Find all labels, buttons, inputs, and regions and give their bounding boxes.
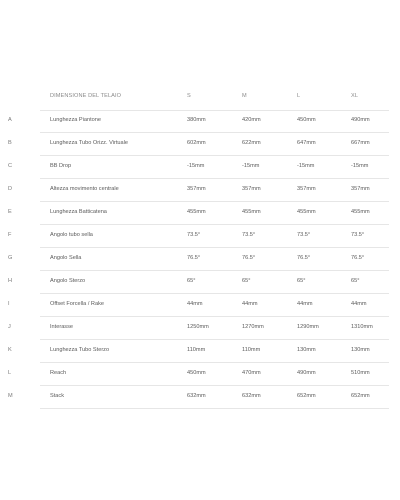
value-m: 44mm bbox=[242, 301, 258, 307]
value-s: 450mm bbox=[187, 370, 206, 376]
row-label: Offset Forcella / Rake bbox=[50, 301, 104, 307]
value-xl: 44mm bbox=[351, 301, 367, 307]
table-row bbox=[0, 274, 400, 288]
row-letter: A bbox=[8, 117, 12, 123]
value-m: 622mm bbox=[242, 140, 261, 146]
value-xl: -15mm bbox=[351, 163, 369, 169]
row-label: Lunghezza Tubo Sterzo bbox=[50, 347, 110, 353]
value-l: 130mm bbox=[297, 347, 316, 353]
row-letter: J bbox=[8, 324, 11, 330]
value-s: 65° bbox=[187, 278, 196, 284]
row-letter: H bbox=[8, 278, 13, 284]
value-m: 1270mm bbox=[242, 324, 264, 330]
value-l: 65° bbox=[297, 278, 306, 284]
row-divider bbox=[40, 155, 389, 156]
value-m: 76.5° bbox=[242, 255, 256, 261]
value-l: 652mm bbox=[297, 393, 316, 399]
row-divider bbox=[40, 316, 389, 317]
value-s: 357mm bbox=[187, 186, 206, 192]
value-s: 632mm bbox=[187, 393, 206, 399]
row-divider bbox=[40, 293, 389, 294]
table-row bbox=[0, 297, 400, 311]
row-letter: M bbox=[8, 393, 13, 399]
row-label: Stack bbox=[50, 393, 64, 399]
header-size-s: S bbox=[187, 93, 191, 99]
row-letter: E bbox=[8, 209, 12, 215]
value-xl: 73.5° bbox=[351, 232, 365, 238]
value-s: 110mm bbox=[187, 347, 206, 353]
row-divider bbox=[40, 408, 389, 409]
value-l: 1290mm bbox=[297, 324, 319, 330]
row-letter: G bbox=[8, 255, 13, 261]
header-size-m: M bbox=[242, 93, 247, 99]
table-row bbox=[0, 320, 400, 334]
value-l: 73.5° bbox=[297, 232, 311, 238]
value-s: 1250mm bbox=[187, 324, 209, 330]
value-s: 380mm bbox=[187, 117, 206, 123]
table-row bbox=[0, 343, 400, 357]
value-l: -15mm bbox=[297, 163, 315, 169]
table-row bbox=[0, 136, 400, 150]
row-label: Interasse bbox=[50, 324, 74, 330]
row-label: Angolo Sella bbox=[50, 255, 82, 261]
table-row bbox=[0, 251, 400, 265]
value-xl: 357mm bbox=[351, 186, 370, 192]
value-m: 420mm bbox=[242, 117, 261, 123]
header-size-l: L bbox=[297, 93, 301, 99]
value-xl: 130mm bbox=[351, 347, 370, 353]
row-divider bbox=[40, 339, 389, 340]
row-divider bbox=[40, 132, 389, 133]
row-letter: C bbox=[8, 163, 13, 169]
table-header-row bbox=[0, 89, 400, 103]
value-l: 455mm bbox=[297, 209, 316, 215]
header-size-xl: XL bbox=[351, 93, 359, 99]
value-s: 73.5° bbox=[187, 232, 201, 238]
table-row bbox=[0, 366, 400, 380]
value-m: 73.5° bbox=[242, 232, 256, 238]
value-m: 110mm bbox=[242, 347, 261, 353]
row-label: Lunghezza Tubo Orizz. Virtuale bbox=[50, 140, 128, 146]
row-letter: B bbox=[8, 140, 12, 146]
row-divider bbox=[40, 224, 389, 225]
row-divider bbox=[40, 270, 389, 271]
row-label: Altezza movimento centrale bbox=[50, 186, 119, 192]
table-row bbox=[0, 159, 400, 173]
value-m: 65° bbox=[242, 278, 251, 284]
value-l: 357mm bbox=[297, 186, 316, 192]
value-s: 44mm bbox=[187, 301, 203, 307]
table-row bbox=[0, 113, 400, 127]
value-m: 470mm bbox=[242, 370, 261, 376]
row-letter: F bbox=[8, 232, 12, 238]
value-xl: 65° bbox=[351, 278, 360, 284]
row-divider bbox=[40, 385, 389, 386]
value-s: 455mm bbox=[187, 209, 206, 215]
value-xl: 667mm bbox=[351, 140, 370, 146]
value-s: -15mm bbox=[187, 163, 205, 169]
table-row bbox=[0, 205, 400, 219]
row-label: Lunghezza Piantone bbox=[50, 117, 102, 123]
row-letter: D bbox=[8, 186, 13, 192]
table-row bbox=[0, 182, 400, 196]
value-xl: 510mm bbox=[351, 370, 370, 376]
row-label: Angolo tubo sella bbox=[50, 232, 93, 238]
value-l: 490mm bbox=[297, 370, 316, 376]
value-xl: 455mm bbox=[351, 209, 370, 215]
value-m: 455mm bbox=[242, 209, 261, 215]
row-letter: I bbox=[8, 301, 10, 307]
table-row bbox=[0, 228, 400, 242]
row-letter: L bbox=[8, 370, 12, 376]
value-m: 357mm bbox=[242, 186, 261, 192]
value-xl: 76.5° bbox=[351, 255, 365, 261]
table-row bbox=[0, 389, 400, 403]
value-s: 76.5° bbox=[187, 255, 201, 261]
value-l: 44mm bbox=[297, 301, 313, 307]
row-label: BB Drop bbox=[50, 163, 72, 169]
header-frame-dimension: DIMENSIONE DEL TELAIO bbox=[50, 93, 122, 99]
value-xl: 652mm bbox=[351, 393, 370, 399]
row-label: Angolo Sterzo bbox=[50, 278, 86, 284]
row-label: Lunghezza Batticatena bbox=[50, 209, 107, 215]
value-l: 76.5° bbox=[297, 255, 311, 261]
row-divider bbox=[40, 362, 389, 363]
row-label: Reach bbox=[50, 370, 67, 376]
value-m: -15mm bbox=[242, 163, 260, 169]
value-xl: 1310mm bbox=[351, 324, 373, 330]
row-divider bbox=[40, 201, 389, 202]
value-m: 632mm bbox=[242, 393, 261, 399]
row-divider bbox=[40, 178, 389, 179]
value-xl: 490mm bbox=[351, 117, 370, 123]
row-divider bbox=[40, 247, 389, 248]
value-l: 450mm bbox=[297, 117, 316, 123]
value-s: 602mm bbox=[187, 140, 206, 146]
header-divider bbox=[40, 110, 389, 111]
row-letter: K bbox=[8, 347, 12, 353]
value-l: 647mm bbox=[297, 140, 316, 146]
